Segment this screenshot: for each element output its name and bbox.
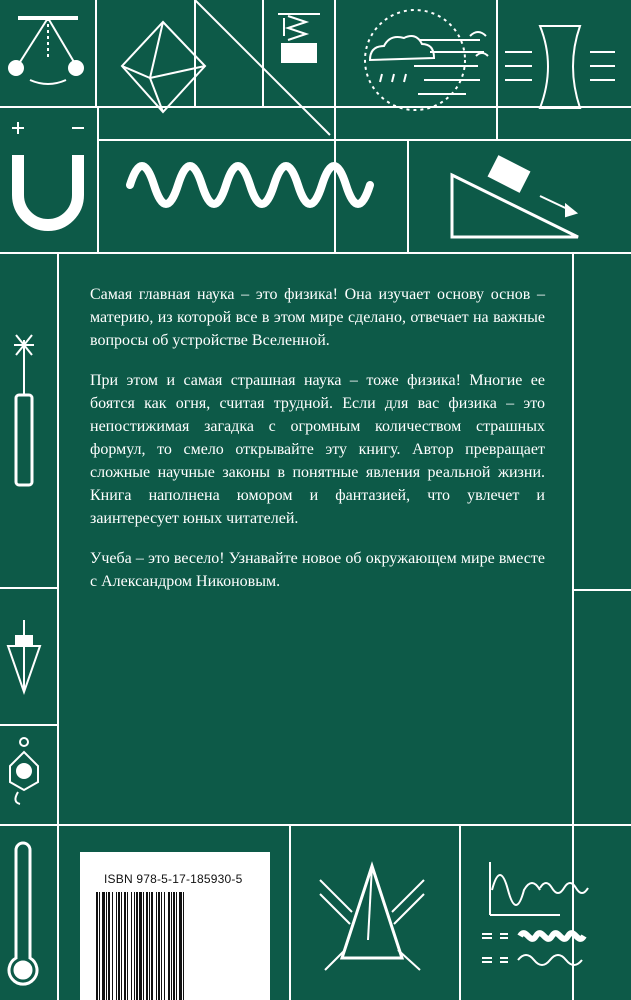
pendulum-icon — [9, 18, 83, 84]
barcode-icon — [94, 892, 262, 1000]
sparkler-icon — [14, 335, 34, 485]
pulley-icon — [10, 738, 38, 804]
horseshoe-magnet-icon — [12, 122, 84, 225]
blurb-text — [90, 283, 545, 610]
prism-rays-icon — [320, 866, 424, 970]
thermometer-icon — [9, 843, 37, 984]
blurb-paragraph-1: Самая главная наука – это физика! Она изучает основу основ – материю, из которой все в этом мире сделано, отвечает на важные вопросы об устройстве Вселенной. — [90, 286, 545, 349]
spring-weight-icon — [278, 14, 320, 62]
blurb-paragraph-2: При этом и самая страшная наука – тоже физика! Многие ее боятся как огня, считая трудной. Если для вас физика – это непостижимая загадка с огромным количеством страшных формул, то смело открывайте эту книгу. Автор превращает сложные научные законы в понятные явления реальной жизни. Книга наполнена юмором и фантазией, что увлечет и заинтересует юных читателей. — [90, 372, 545, 527]
weather-clouds-icon — [365, 10, 488, 110]
lens-rays-icon — [505, 26, 615, 108]
isbn-number: ISBN 978-5-17-185930-5 — [104, 872, 243, 886]
barcode-area — [80, 852, 270, 1000]
octahedron-icon — [122, 22, 205, 112]
inclined-plane-icon — [452, 156, 578, 237]
blurb-paragraph-3: Учеба – это весело! Узнавайте новое об окружающем мире вместе с Александром Никоновым. — [90, 550, 545, 590]
plumb-bob-icon — [8, 620, 40, 692]
